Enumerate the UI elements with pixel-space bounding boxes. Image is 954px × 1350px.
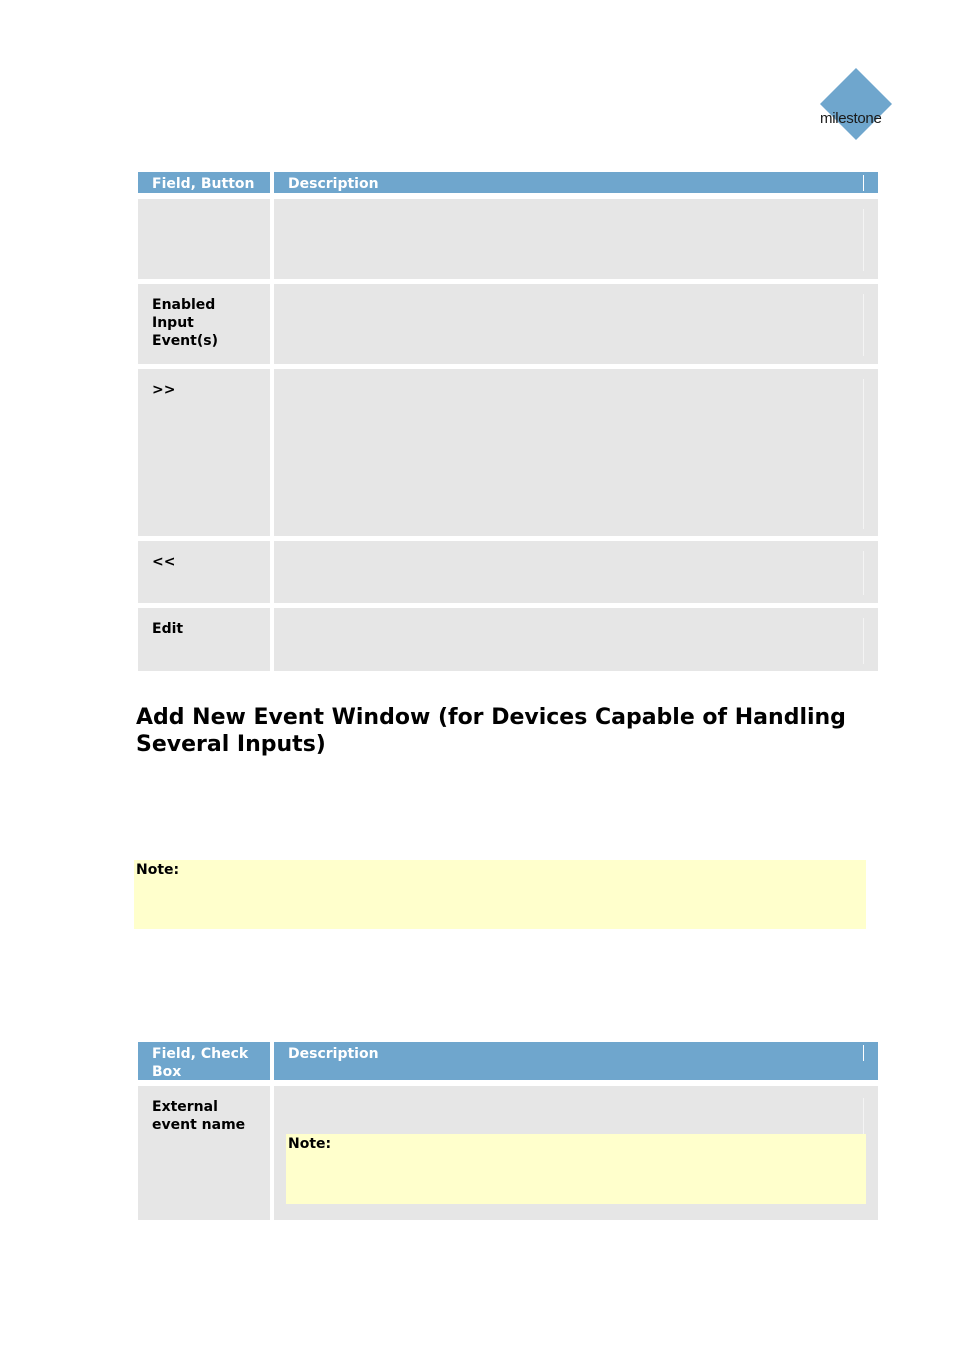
table1-row3-description	[274, 369, 878, 536]
section-title: Add New Event Window (for Devices Capable of Handling Several Inputs)	[136, 705, 846, 757]
milestone-diamond-icon	[818, 66, 896, 142]
header-divider	[863, 1045, 864, 1061]
table2-header-description: Description	[274, 1042, 878, 1080]
table1-row5-description	[274, 608, 878, 671]
table1-row4-description	[274, 541, 878, 603]
note-box	[134, 860, 866, 929]
header-divider	[863, 175, 864, 191]
table2-note-box	[286, 1134, 866, 1204]
table2-note-label: Note:	[288, 1136, 332, 1152]
table1-row2-field: Enabled Input Event(s)	[138, 284, 270, 364]
table1-row1-field	[138, 199, 270, 279]
table2-row1-description	[274, 1086, 878, 1220]
table1-row4-field: <<	[138, 541, 270, 603]
table1-header-field: Field, Button	[138, 172, 270, 193]
table1-row3-field: >>	[138, 369, 270, 536]
table1-row5-field: Edit	[138, 608, 270, 671]
table2-header-field: Field, Check Box	[138, 1042, 270, 1080]
milestone-logo	[818, 66, 896, 142]
table1-row1-description	[274, 199, 878, 279]
logo-text: milestone	[820, 110, 882, 127]
table1-header-description: Description	[274, 172, 878, 193]
note-label: Note:	[136, 862, 180, 878]
table1-row2-description	[274, 284, 878, 364]
table2-row1-field: External event name	[138, 1086, 270, 1220]
